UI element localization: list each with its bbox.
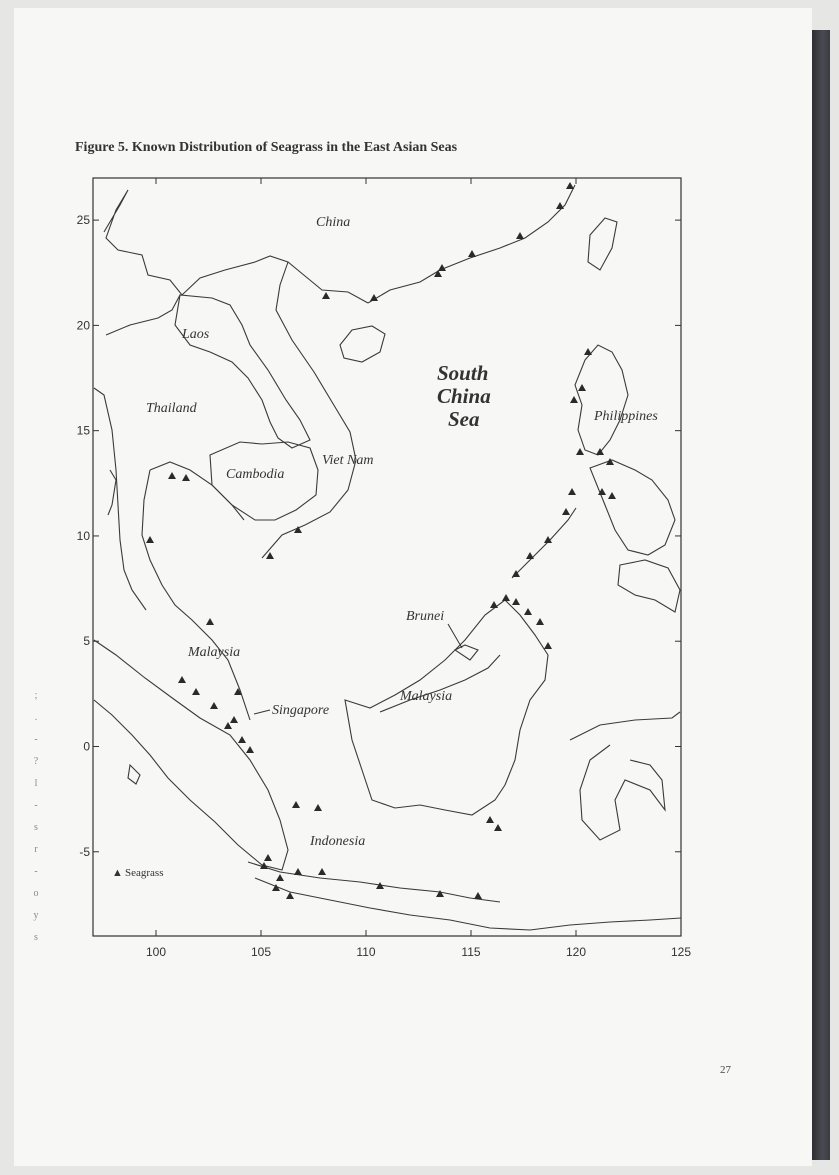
seagrass-marker xyxy=(544,642,552,649)
sumatra-coast xyxy=(94,640,288,870)
seagrass-marker xyxy=(210,702,218,709)
visayas-coast xyxy=(590,460,675,555)
seagrass-marker xyxy=(486,816,494,823)
lon-tick-label: 110 xyxy=(356,945,376,959)
seagrass-marker xyxy=(230,716,238,723)
lat-tick-label: 15 xyxy=(76,423,90,438)
laos-border xyxy=(175,295,310,448)
margin-mark: y xyxy=(33,910,39,921)
seagrass-marker xyxy=(570,396,578,403)
seagrass-marker xyxy=(260,862,268,869)
seagrass-markers xyxy=(146,182,616,899)
china-border xyxy=(104,190,368,303)
vietnam-coast xyxy=(262,262,356,558)
page-number: 27 xyxy=(720,1064,731,1076)
seagrass-marker xyxy=(584,348,592,355)
nias-island xyxy=(128,765,140,784)
margin-mark: ? xyxy=(33,756,39,767)
margin-mark: - xyxy=(34,734,38,745)
lon-tick-label: 115 xyxy=(461,945,481,959)
seagrass-marker xyxy=(494,824,502,831)
seagrass-marker xyxy=(516,232,524,239)
seagrass-marker xyxy=(292,801,300,808)
lon-tick-label: 120 xyxy=(565,945,587,959)
mindanao-coast xyxy=(618,560,680,612)
seagrass-marker xyxy=(536,618,544,625)
seagrass-marker xyxy=(436,890,444,897)
borneo-coast xyxy=(345,600,548,815)
label-vietnam: Viet Nam xyxy=(322,453,374,468)
label-malaysia-east: Malaysia xyxy=(400,689,453,704)
label-thailand: Thailand xyxy=(146,401,197,416)
china-coast xyxy=(368,185,575,303)
margin-mark: l xyxy=(34,778,38,789)
coastlines xyxy=(94,185,681,930)
label-indonesia: Indonesia xyxy=(310,834,366,849)
label-brunei: Brunei xyxy=(406,609,445,624)
seagrass-marker xyxy=(264,854,272,861)
thailand-border xyxy=(106,295,180,335)
margin-mark: . xyxy=(34,712,38,723)
seagrass-marker xyxy=(168,472,176,479)
seagrass-marker xyxy=(206,618,214,625)
seagrass-marker xyxy=(238,736,246,743)
taiwan-island xyxy=(588,218,617,270)
seagrass-marker xyxy=(192,688,200,695)
seagrass-marker xyxy=(566,182,574,189)
seagrass-marker xyxy=(266,552,274,559)
myanmar-coast xyxy=(94,388,146,610)
margin-mark: o xyxy=(33,888,39,899)
seagrass-marker xyxy=(576,448,584,455)
label-singapore: Singapore xyxy=(272,703,330,718)
lat-tick-label: -5 xyxy=(79,844,90,859)
margin-mark: s xyxy=(34,932,38,943)
seagrass-marker xyxy=(276,874,284,881)
legend-symbol: ▲ xyxy=(112,867,123,879)
seagrass-marker xyxy=(524,608,532,615)
margin-mark: r xyxy=(34,844,38,855)
seagrass-marker xyxy=(294,868,302,875)
label-malaysia-west: Malaysia xyxy=(188,645,241,660)
margin-marks xyxy=(30,685,42,949)
seagrass-marker xyxy=(526,552,534,559)
lat-tick-label: 5 xyxy=(83,634,90,649)
label-china: China xyxy=(316,215,351,230)
seagrass-marker xyxy=(178,676,186,683)
seagrass-marker xyxy=(474,892,482,899)
sea-label-line2: China xyxy=(437,384,491,408)
seagrass-marker xyxy=(608,492,616,499)
label-cambodia: Cambodia xyxy=(226,467,285,482)
lat-tick-label: 0 xyxy=(83,739,90,754)
seagrass-marker xyxy=(578,384,586,391)
java-coast xyxy=(248,862,681,930)
margin-mark: ; xyxy=(34,690,38,701)
lat-tick-label: 20 xyxy=(76,318,90,333)
margin-mark: - xyxy=(34,866,38,877)
seagrass-marker xyxy=(182,474,190,481)
margin-mark: s xyxy=(34,822,38,833)
sea-label-line1: South xyxy=(437,361,489,385)
sulawesi-coast xyxy=(570,712,680,840)
map-legend xyxy=(112,867,164,879)
seagrass-marker xyxy=(490,601,498,608)
label-laos: Laos xyxy=(182,327,210,342)
lat-tick-label: 25 xyxy=(76,213,90,228)
figure-title: Figure 5. Known Distribution of Seagrass in the East Asian Seas xyxy=(75,140,458,155)
lat-tick-label: 10 xyxy=(76,528,90,543)
seagrass-marker xyxy=(512,598,520,605)
hainan-island xyxy=(340,326,385,362)
legend-label: Seagrass xyxy=(125,867,164,879)
sea-label-line3: Sea xyxy=(448,407,480,431)
seagrass-marker xyxy=(322,292,330,299)
seagrass-marker xyxy=(224,722,232,729)
brunei-leader-line xyxy=(448,624,462,648)
seagrass-marker xyxy=(556,202,564,209)
lon-tick-label: 100 xyxy=(145,945,167,959)
seagrass-marker xyxy=(468,250,476,257)
seagrass-marker xyxy=(314,804,322,811)
andaman-islands xyxy=(108,470,116,515)
seagrass-marker xyxy=(246,746,254,753)
seagrass-marker xyxy=(146,536,154,543)
seagrass-marker xyxy=(502,594,510,601)
seagrass-marker xyxy=(562,508,570,515)
lon-tick-label: 125 xyxy=(670,945,692,959)
seagrass-marker xyxy=(318,868,326,875)
luzon-coast xyxy=(575,345,628,455)
singapore-leader-line xyxy=(254,710,270,714)
seagrass-marker xyxy=(568,488,576,495)
lon-tick-label: 105 xyxy=(250,945,272,959)
margin-mark: - xyxy=(34,800,38,811)
axis-ticks xyxy=(77,178,692,959)
label-philippines: Philippines xyxy=(594,409,658,424)
